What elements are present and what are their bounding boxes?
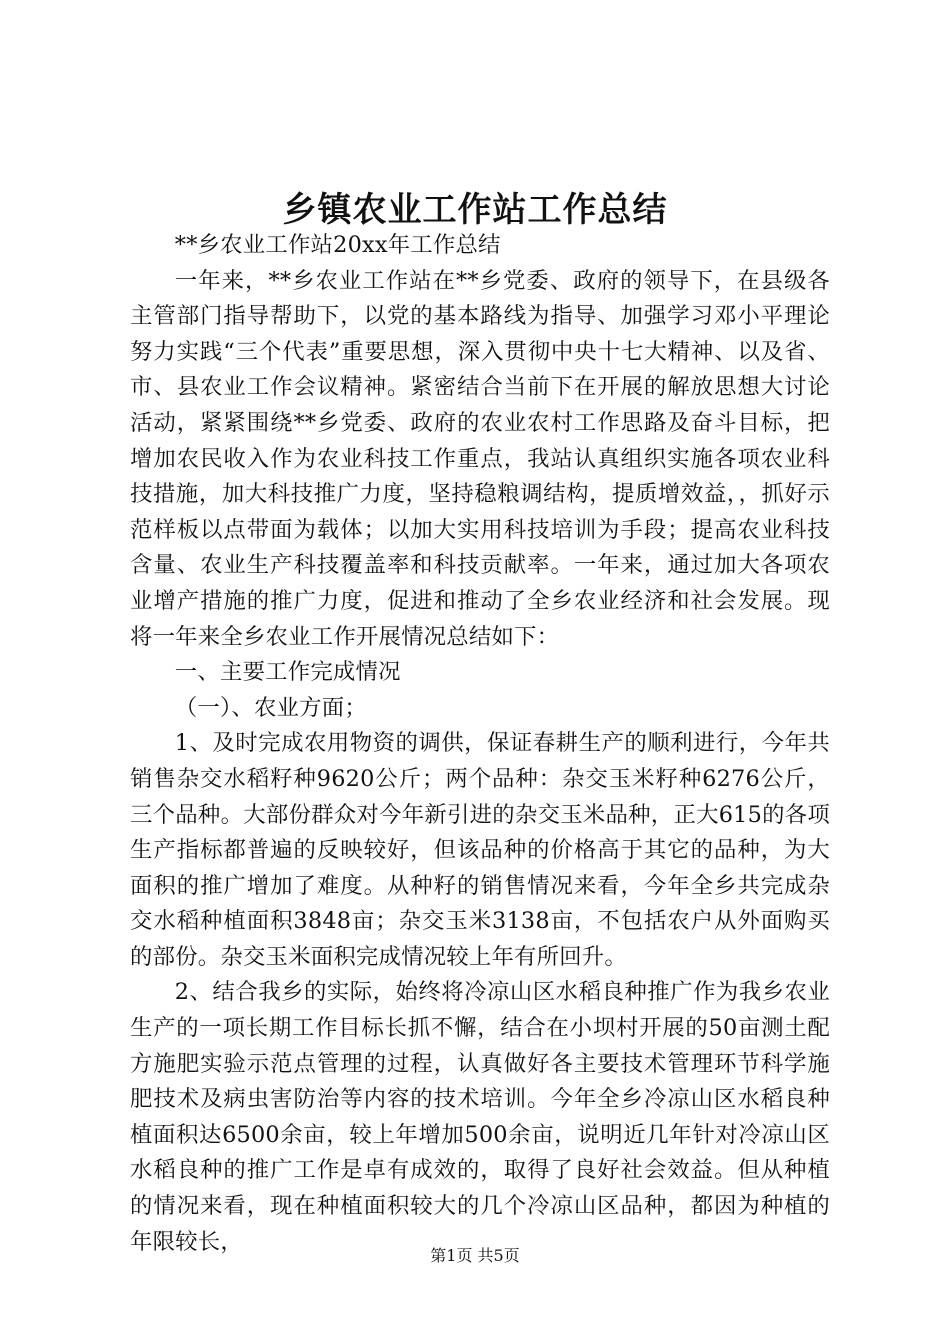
intro-paragraph: 一年来，**乡农业工作站在**乡党委、政府的领导下，在县级各主管部门指导帮助下，以党的基本路线为指导、加强学习邓小平理论努力实践“三个代表”重要思想，深入贯彻中央十七大精神、以及省、市、县农业工作会议精神。紧密结合当前下在开展的解放思想大讨论活动，紧紧围绕**乡党委、政府的农业农村工作思路及奋斗目标，把增加农民收入作为农业科技工作重点，我站认真组织实施各项农业科技措施，加大科技推广力度，坚持稳粮调结构，提质增效益，，抓好示范样板以点带面为载体；以加大实用科技培训为手段；提高农业科技含量、农业生产科技覆盖率和科技贡献率。一年来，通过加大各项农业增产措施的推广力度，促进和推动了全乡农业经济和社会发展。现将一年来全乡农业工作开展情况总结如下： [130,267,830,650]
document-body [130,228,830,1260]
document-title: 乡镇农业工作站工作总结 [282,190,668,230]
paragraph-item-2: 2、结合我乡的实际，始终将冷凉山区水稻良种推广作为我乡农业生产的一项长期工作目标长抓不懈，结合在小坝村开展的50亩测土配方施肥实验示范点管理的过程，认真做好各主要技术管理环节科学施肥技术及病虫害防治等内容的技术培训。今年全乡冷凉山区水稻良种植面积达6500余亩，较上年增加500余亩，说明近几年针对冷凉山区水稻良种的推广工作是卓有成效的，取得了良好社会效益。但从种植的情况来看，现在种植面积较大的几个冷凉山区品种，都因为种植的年限较长， [130,979,830,1255]
subsection-heading: （一）、农业方面； [174,694,367,721]
section-heading: 一、主要工作完成情况 [174,659,401,686]
page-footer: 第1页 共5页 [430,1246,520,1265]
paragraph-item-1: 1、及时完成农用物资的调供，保证春耕生产的顺利进行，今年共销售杂交水稻籽种9620公斤；两个品种：杂交玉米籽种6276公斤，三个品种。大部份群众对今年新引进的杂交玉米品种，正大615的各项生产指标都普遍的反映较好，但该品种的价格高于其它的品种，为大面积的推广增加了难度。从种籽的销售情况来看，今年全乡共完成杂交水稻种植面积3848亩；杂交玉米3138亩，不包括农户从外面购买的部份。杂交玉米面积完成情况较上年有所回升。 [130,730,830,970]
subtitle-line: **乡农业工作站20xx年工作总结 [174,232,501,258]
